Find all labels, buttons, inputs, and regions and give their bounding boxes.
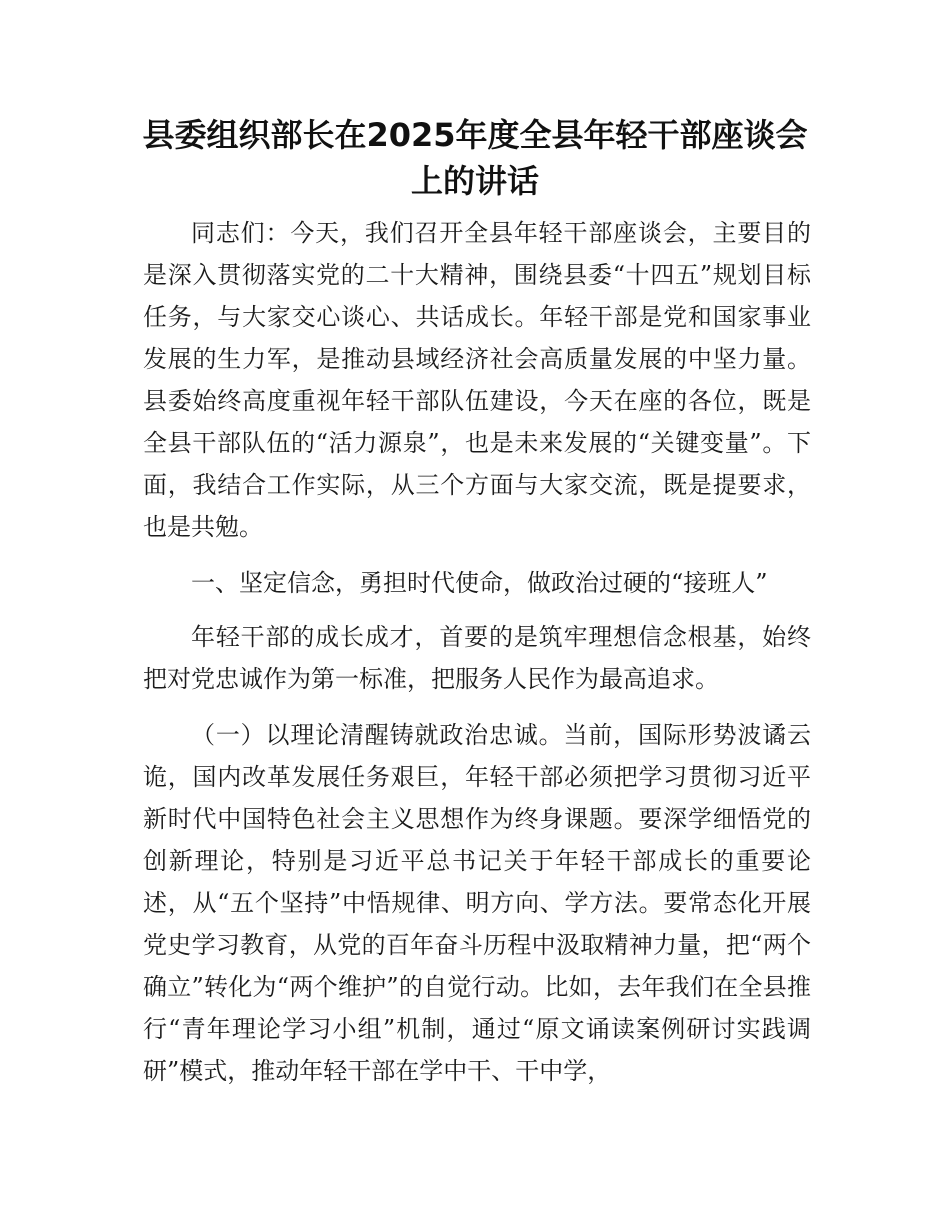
speech-body — [143, 212, 811, 1092]
subsection-paragraph-1: （一）以理论清醒铸就政治忠诚。当前，国际形势波谲云诡，国内改革发展任务艰巨，年轻干部必须把学习贯彻习近平新时代中国特色社会主义思想作为终身课题。要深学细悟党的创新理论，特别是习近平总书记关于年轻干部成长的重要论述，从“五个坚持”中悟规律、明方向、学方法。要常态化开展党史学习教育，从党的百年奋斗历程中汲取精神力量，把“两个确立”转化为“两个维护”的自觉行动。比如，去年我们在全县推行“青年理论学习小组”机制，通过“原文诵读案例研讨实践调研”模式，推动年轻干部在学中干、干中学， — [143, 721, 811, 1085]
section-heading-1: 一、坚定信念，勇担时代使命，做政治过硬的“接班人” — [191, 569, 768, 597]
speech-title: 县委组织部长在2025年度全县年轻干部座谈会上的讲话 — [142, 116, 808, 200]
opening-paragraph: 同志们：今天，我们召开全县年轻干部座谈会，主要目的是深入贯彻落实党的二十大精神，围绕县委“十四五”规划目标任务，与大家交心谈心、共话成长。年轻干部是党和国家事业发展的生力军，是推动县域经济社会高质量发展的中坚力量。县委始终高度重视年轻干部队伍建设，今天在座的各位，既是全县干部队伍的“活力源泉”，也是未来发展的“关键变量”。下面，我结合工作实际，从三个方面与大家交流，既是提要求，也是共勉。 — [143, 219, 811, 541]
section-intro-paragraph: 年轻干部的成长成才，首要的是筑牢理想信念根基，始终把对党忠诚作为第一标准，把服务人民作为最高追求。 — [143, 623, 811, 693]
